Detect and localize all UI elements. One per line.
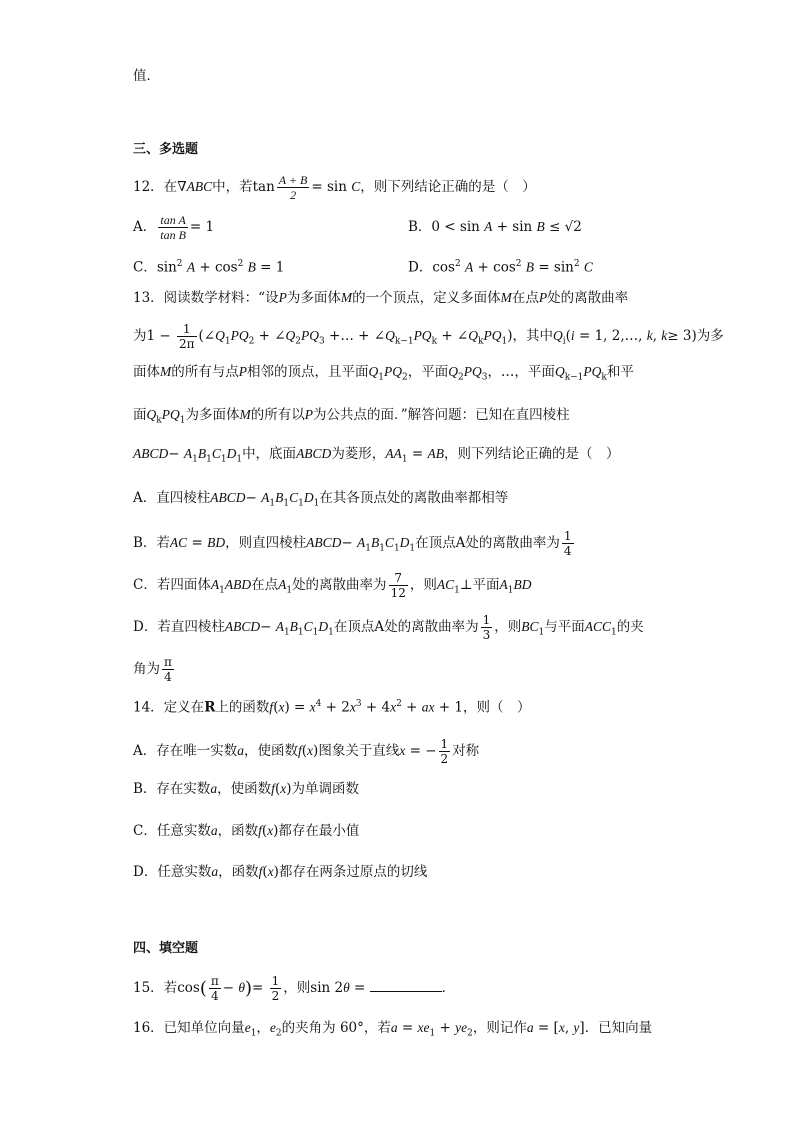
- section-title-multiple-choice: 三、多选题: [133, 142, 199, 157]
- q12-option-a: A． $\frac{\text{tan A}}{\text{tan B}}$ = 1: [133, 213, 215, 242]
- q13-stem-line3: 面体M的所有与点P相邻的顶点，且平面$Q_1PQ_2$，平面$Q_2PQ_3$，…，平面$Q_{k-1}PQ_k$和平: [133, 364, 634, 383]
- q13-stem-line4: 面$Q_kPQ_1$为多面体M的所有以P为公共点的面．”解答问题：已知在直四棱柱: [133, 407, 570, 426]
- q13-option-d: D．若直四棱柱ABCD− $A_1B_1C_1D_1$在顶点A处的离散曲率为 $\frac{1}{3}$ ，则$BC_1$与平面$ACC_1$的夹: [133, 613, 644, 642]
- q14-option-d: D．任意实数a，函数f(x)都存在两条过原点的切线: [133, 864, 428, 880]
- q13-option-c: C．若四面体$A_1ABD$在点$A_1$处的离散曲率为 $\frac{7}{12}$ ，则$AC_1\perp$平面$A_1BD$: [133, 571, 532, 600]
- q14-option-b: B．存在实数a，使函数f(x)为单调函数: [133, 781, 359, 797]
- q12-option-d: D．$\cos^2 A + \cos^2 B = \sin^2 C$: [408, 259, 593, 276]
- q13-stem-line2: 为1 − $\frac{1}{2\pi}$ ($\angle Q_1PQ_2$ + $\angle Q_2PQ_3$ +… + $\angle Q_{k-1}PQ_k$ + $\angle Q_kPQ_1$)，其中$Q_i(i = 1$, 2,…, k, k≥ 3)为多: [133, 322, 724, 351]
- q13-stem-line1: 13．阅读数学材料：“设P为多面体M的一个顶点，定义多面体M在点P处的离散曲率: [133, 290, 629, 306]
- q13-option-d-continued: 角为 $\frac{\pi}{4}$: [133, 655, 172, 684]
- q14-option-a: A．存在唯一实数a，使函数f(x)图象关于直线x = − $\frac{1}{2}$ 对称: [133, 737, 480, 766]
- q15-answer-blank[interactable]: [370, 979, 442, 992]
- q13-stem-line5: ABCD− $A_1B_1C_1D_1$中，底面ABCD为菱形，$AA_1$ = AB，则下列结论正确的是（ ）: [133, 446, 620, 465]
- previous-question-tail: 值．: [133, 68, 160, 84]
- q16-stem: 16．已知单位向量$e_1$，$e_2$的夹角为 60°，若$a = xe_1 + ye_2$，则记作a = [x, y]．已知向量: [133, 1020, 653, 1039]
- q14-option-c: C．任意实数a，函数f(x)都存在最小值: [133, 823, 360, 839]
- q15-stem: 15．若cos( $\frac{\pi}{4}$ − θ)= $\frac{1}{2}$ ，则sin 2θ = ．: [133, 974, 456, 1003]
- q13-option-b: B．若AC = BD，则直四棱柱ABCD− $A_1B_1C_1D_1$在顶点A处的离散曲率为 $\frac{1}{4}$: [133, 529, 572, 558]
- q14-stem: 14．定义在R上的函数$f(x) = x^4 + 2x^3 + 4x^2$ + ax + 1，则（ ）: [133, 699, 531, 716]
- section-title-fill-in: 四、填空题: [133, 941, 199, 956]
- q12-option-c: C．$\sin^2 A + \cos^2 B = 1$: [133, 259, 285, 276]
- q13-option-a: A．直四棱柱ABCD− $A_1B_1C_1D_1$在其各顶点处的离散曲率都相等: [133, 490, 509, 509]
- q12-option-b: B．0 < sin A + sin B ≤ √2: [408, 219, 582, 235]
- q12-stem: 12．在∇ABC中，若tan $\frac{A + B}{2}$ = sin C，则下列结论正确的是（ ）: [133, 173, 536, 202]
